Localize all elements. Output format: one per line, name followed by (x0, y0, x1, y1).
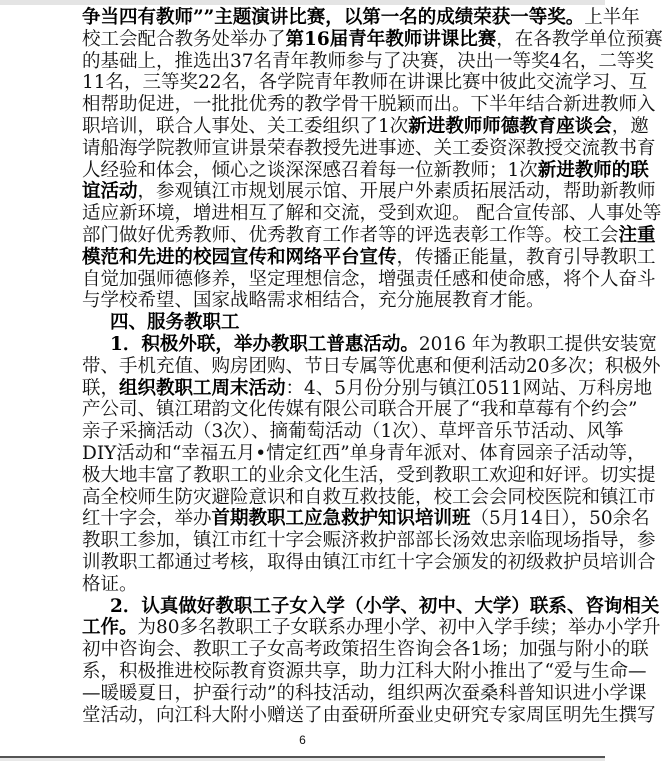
text: 请船海学院教师宣讲景荣春教授先进事迹、关工委资深教授交流教书育 (82, 137, 656, 159)
text-line (82, 574, 522, 596)
text: 联， (82, 377, 120, 399)
text-line (82, 530, 656, 552)
text-line (82, 268, 656, 291)
text: 初中咨询会、教职工子女高考政策招生咨询会各1场；加强与附小的联 (82, 639, 649, 661)
text-line (82, 355, 661, 378)
bold-text: 争当四有教师””主题演讲比赛，以第一名的成绩荣获一等奖。 (82, 7, 585, 28)
text: 红十字会，举办 (82, 508, 212, 530)
text-line (82, 551, 656, 574)
text-line (82, 115, 649, 138)
text: 堂活动，向江科大附小赠送了由蚕研所蚕业史研究专家周匡明先生撰写 (82, 704, 656, 726)
text: ，传播正能量，教育引导教职工 (396, 246, 656, 268)
text: 与学校希望、国家战略需求相结合，充分施展教育才能。 (82, 290, 545, 312)
text: 部门做好优秀教师、优秀教育工作者等的评选表彰工作等。校工会 (82, 224, 619, 246)
bold-text: 谊活动 (82, 181, 138, 203)
text: 自觉加强师德修养，坚定理想信念，增强责任感和使命感，将个人奋斗 (82, 268, 656, 290)
text: 亲子采摘活动（3次）、摘葡萄活动（1次）、草坪音乐节活动、风筝 (82, 421, 624, 443)
text-line (82, 224, 656, 247)
text-line (82, 7, 640, 29)
text-line (82, 137, 656, 160)
bold-text: 四、服务教职工 (110, 312, 240, 334)
text-line (82, 28, 663, 51)
text: 为80多名教职工子女联系办理小学、初中入学手续；举办小学升 (137, 617, 661, 639)
text: 的基础上，推选出37名青年教师参与了决赛，决出一等奖4名，二等奖 (82, 50, 654, 72)
text: —暖暖夏日，护蚕行动”的科技活动，组织两次蚕桑科普知识进小学课 (82, 682, 647, 704)
text-line (82, 290, 545, 312)
text: ：4、5月份分别与镇江0511网站、万科房地 (285, 377, 653, 399)
text: 职培训，联合人事处、关工委组织了1次 (82, 115, 409, 137)
bold-text: 第16届青年教师讲课比赛 (285, 28, 497, 50)
bold-text: 2．认真做好教职工子女入学（小学、初中、大学）联系、咨询相关 (110, 595, 660, 617)
text-line (82, 595, 660, 618)
text-line (82, 682, 647, 705)
text: ，在各教学单位预赛 (496, 28, 663, 50)
text-line (82, 464, 656, 487)
bold-text: 工作。 (82, 617, 138, 639)
bold-text: 注重 (618, 224, 656, 246)
text: 教职工参加，镇江市红十字会赈济救护部部长汤效忠亲临现场指导，参 (82, 530, 656, 552)
bold-text: 组织教职工周末活动 (119, 377, 286, 399)
text: DIY活动和“幸福五月•情定红西”单身青年派对、体育园亲子活动等， (82, 442, 646, 464)
text: 上半年 (584, 7, 640, 28)
page-number: 6 (299, 733, 306, 747)
text-line (82, 246, 656, 269)
text-line (82, 704, 656, 727)
text: 产公司、镇江珺韵文化传媒有限公司联合开展了“我和草莓有个约会” (82, 399, 638, 421)
bold-text: 首期教职工应急救护知识培训班 (211, 508, 471, 530)
text-line (82, 333, 657, 356)
text-line (82, 377, 653, 400)
bold-text: 模范和先进的校园宣传和网络平台宣传 (82, 246, 397, 268)
text: 人经验和体会，倾心之谈深深感召着每一位新教师；1次 (82, 159, 538, 181)
text: ，邀 (611, 115, 649, 137)
viewer-top-bar (0, 0, 605, 5)
text: 11名，三等奖22名，各学院青年教师在讲课比赛中彼此交流学习、互 (82, 72, 648, 94)
text: 相帮助促进，一批批优秀的教学骨干脱颖而出。下半年结合新进教师入 (82, 94, 656, 116)
text: 系，积极推进校际教育资源共享，助力江科大附小推出了“爱与生命— (82, 660, 647, 682)
text-line (82, 442, 646, 465)
text: 适应新环境，增进相互了解和交流，受到欢迎。 配合宣传部、人事处等 (82, 203, 662, 225)
text: 极大地丰富了教职工的业余文化生活，受到教职工欢迎和好评。切实提 (82, 464, 656, 486)
bold-text: 新进教师的联 (537, 159, 649, 181)
document-body (82, 7, 663, 726)
text-line (82, 617, 661, 639)
text-line (82, 50, 654, 73)
text: 校工会配合教务处举办了 (82, 28, 286, 50)
text-line (82, 94, 656, 116)
text-line (82, 312, 522, 334)
text: 2016 年为教职工提供安装宽 (418, 333, 657, 355)
bold-text: 新进教师师德教育座谈会 (408, 115, 612, 137)
text-line (82, 421, 624, 443)
text-line (82, 508, 650, 530)
text-line (82, 486, 656, 509)
text: 带、手机充值、购房团购、节日专属等优惠和便利活动20多次；积极外 (82, 355, 661, 377)
text-line (82, 72, 648, 94)
text: 高全校师生防灾避险意识和自救互救技能，校工会会同校医院和镇江市 (82, 486, 656, 508)
text-line (82, 660, 647, 683)
text-line (82, 181, 656, 203)
text: （5月14日），50余名 (470, 508, 650, 530)
text-line (82, 203, 662, 225)
bold-text: 1．积极外联，举办教职工普惠活动。 (110, 333, 419, 355)
text: ，参观镇江市规划展示馆、开展户外素质拓展活动，帮助新教师 (137, 181, 656, 203)
text-line (82, 399, 638, 421)
text-line (82, 639, 649, 661)
text-line (82, 159, 649, 182)
text: 训教职工都通过考核，取得由镇江市红十字会颁发的初级救护员培训合 (82, 551, 656, 573)
text: 格证。 (82, 573, 138, 595)
